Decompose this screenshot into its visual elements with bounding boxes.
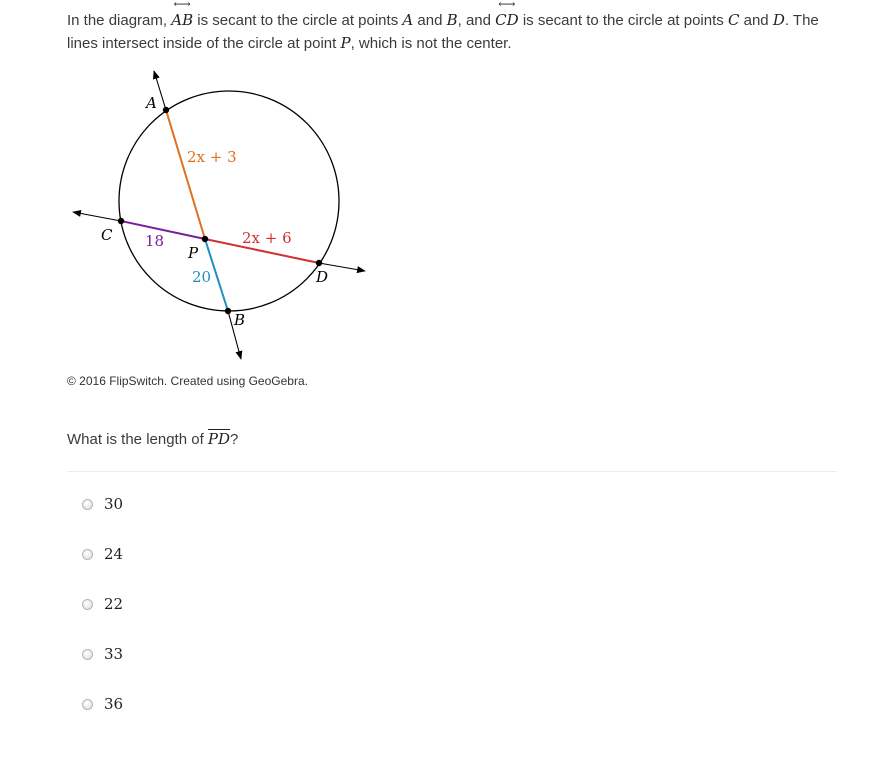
choice-label: 22 — [104, 595, 124, 613]
choice-label: 24 — [104, 545, 124, 563]
choice-2[interactable] — [82, 590, 123, 618]
radio-button[interactable] — [82, 549, 93, 560]
radio-button[interactable] — [82, 649, 93, 660]
point-b-text: B — [446, 11, 458, 29]
label-a: A — [146, 94, 157, 112]
radio-button[interactable] — [82, 699, 93, 710]
choice-3[interactable] — [82, 640, 123, 668]
point-b — [225, 308, 231, 314]
image-credit: © 2016 FlipSwitch. Created using GeoGebra. — [67, 374, 308, 388]
line-cd: ⟷ CD — [495, 9, 519, 31]
circle — [119, 91, 339, 311]
choice-0[interactable] — [82, 490, 123, 518]
answer-choices — [82, 490, 123, 740]
question-text: What is the length of PD? — [67, 430, 239, 448]
choice-label: 33 — [104, 645, 124, 663]
label-b: B — [234, 311, 246, 329]
label-pc: 18 — [145, 232, 165, 250]
choice-1[interactable] — [82, 540, 123, 568]
label-p: P — [188, 244, 199, 262]
segment-pd-text: PD — [207, 430, 231, 448]
point-d-text: D — [772, 11, 785, 29]
segment-pa — [166, 110, 205, 239]
point-c-text: C — [727, 11, 740, 29]
line-ab: ⟷ AB — [171, 9, 193, 31]
point-d — [316, 260, 322, 266]
choice-label: 30 — [104, 495, 124, 513]
divider — [67, 471, 837, 472]
radio-button[interactable] — [82, 599, 93, 610]
label-c: C — [101, 226, 113, 244]
point-c — [118, 218, 124, 224]
point-a — [163, 107, 169, 113]
label-d: D — [316, 268, 329, 286]
label-pd: 2x + 6 — [242, 229, 292, 247]
line-cd-extension-left — [73, 212, 121, 221]
point-a-text: A — [402, 11, 414, 29]
point-p — [202, 236, 208, 242]
choice-label: 36 — [104, 695, 124, 713]
secant-diagram — [60, 60, 380, 370]
problem-statement: In the diagram, ⟷ AB is secant to the circle at points A and B, and ⟷ CD is secant to the circle at points C and D. The lines intersect inside of the circle at point P, which is not the center. — [67, 9, 837, 55]
label-pb: 20 — [192, 268, 212, 286]
point-p-text: P — [340, 34, 351, 52]
choice-4[interactable] — [82, 690, 123, 718]
radio-button[interactable] — [82, 499, 93, 510]
label-pa: 2x + 3 — [187, 148, 237, 166]
